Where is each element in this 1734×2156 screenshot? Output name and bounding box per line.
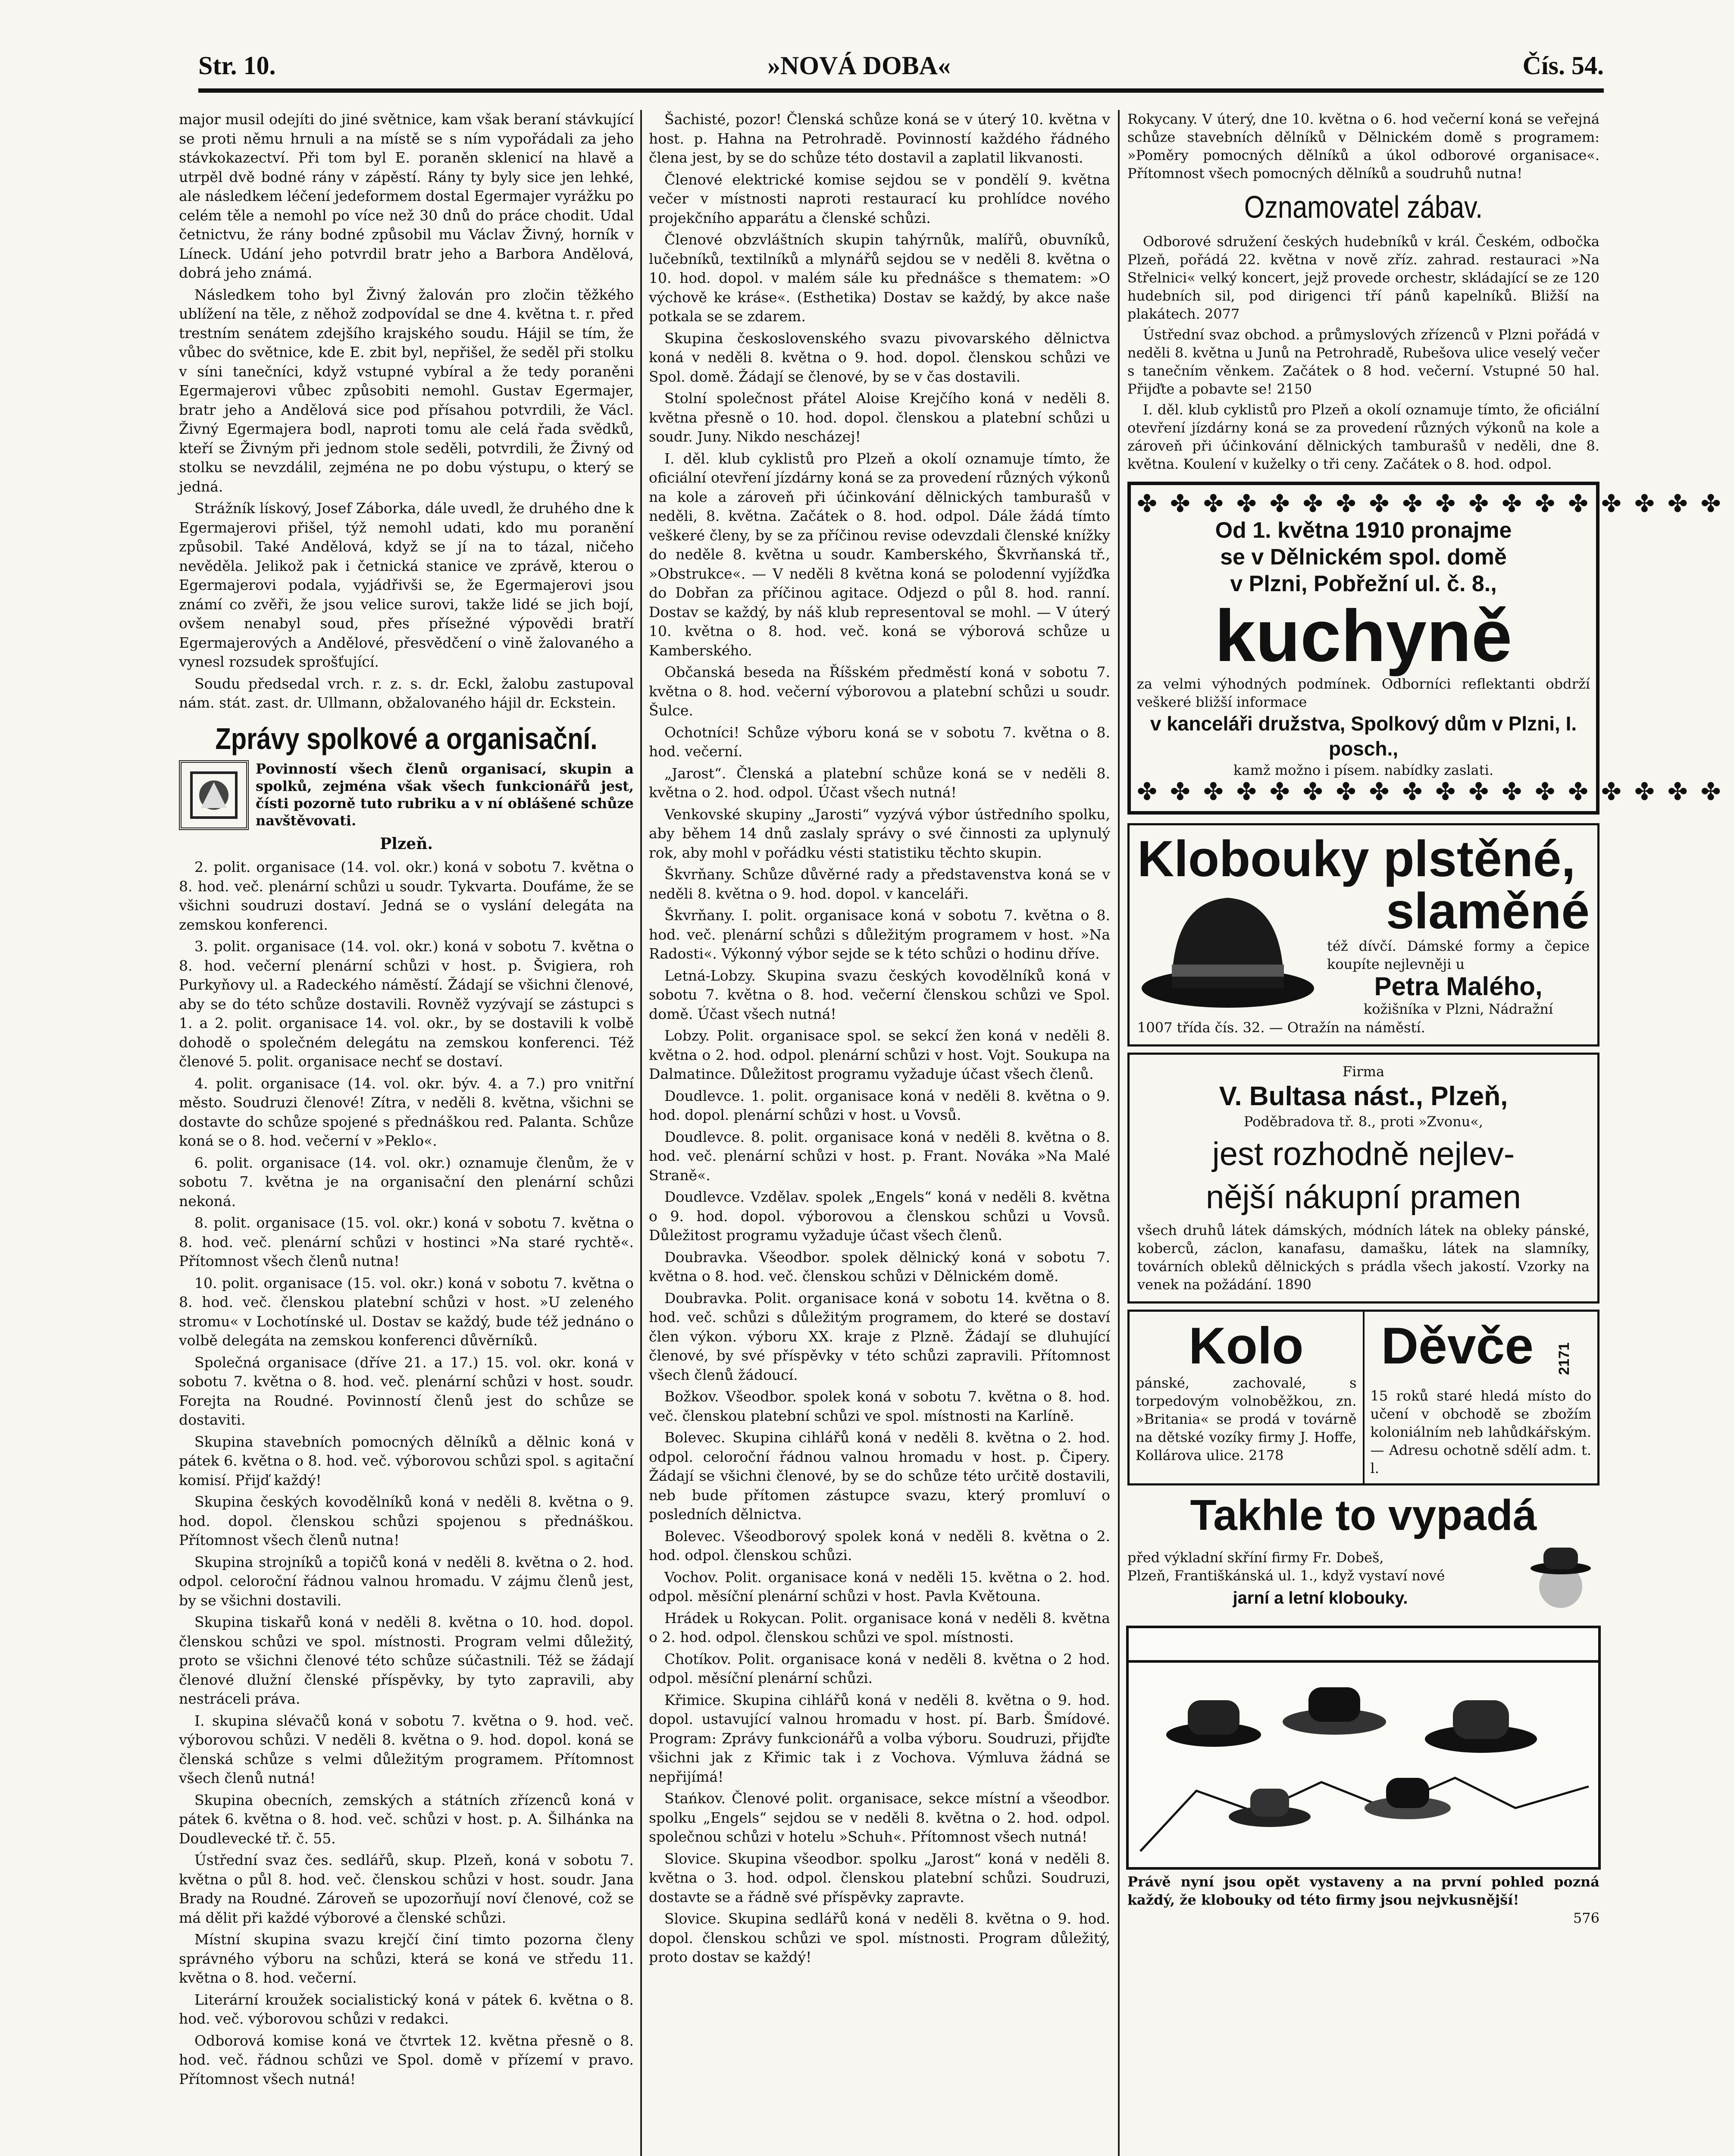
column-1 bbox=[179, 110, 634, 2091]
ad-line: v kanceláři družstva, Spolkový dům v Plzni, I. posch., bbox=[1150, 712, 1577, 760]
notice-item: Doudlevce. 8. polit. organisace koná v neděli 8. května o 8. hod. več. plenární schůzi v host. p. Frant. Nováka »Na Malé Straně«. bbox=[649, 1128, 1110, 1184]
notice-item: Slovice. Skupina všeodbor. spolku „Jarost“ koná v neděli 8. května o 3. hod. odpol. členskou platební schůzi. Soudruzi, dostavte se a řádně své příspěvky zapravte. bbox=[649, 1850, 1110, 1905]
notice-item: I. děl. klub cyklistů pro Plzeň a okolí oznamuje tímto, že oficiální otevření jízdárny koná se za provedení různých výkonů na kole a zároveň při účinkování dělnických tamburašů v neděli, 8. května. Začátek o 8. hod. odpol. Dále žádá tímto veškeré členy, by se za příčinou revise odevzdali členské knížky do neděle 8. května u soudr. Kamberského, Škvrňanská tř., »Obstrukce«. — V neděli 8 května koná se polodenní vyjížďka do Dobřan za příčinou agitace. Odjezd o půl 8. hod. ranní. Dostav se každý, by náš klub representoval se mohl. — V úterý 10. května o 8. hod. več. koná se výborová schůze u Kamberského. bbox=[649, 450, 1110, 659]
ad-number: 2171 bbox=[1556, 1342, 1573, 1375]
duty-notice bbox=[179, 760, 634, 830]
ad-text: Plzeň, Františkánská ul. 1., když vystaví nové bbox=[1127, 1567, 1445, 1584]
notice-item: 8. polit. organisace (15. vol. okr.) koná v sobotu 7. května o 8. hod. več. plenární schůzi v hostinci »Na staré rychtě«. Přítomnost všech členů nutna! bbox=[179, 1214, 634, 1269]
notice-item: Škvrňany. Schůze důvěrné rady a představenstva koná se v neděli 8. května o 9. hod. dopol. v kanceláři. bbox=[649, 866, 1110, 902]
ornament-border-icon: ✤✤✤✤✤✤✤✤✤✤✤✤✤✤✤✤✤✤ bbox=[1137, 490, 1734, 518]
small-ads-row bbox=[1127, 1310, 1599, 1485]
notice-item: Členové obzvláštních skupin tahýrnůk, malířů, obuvníků, lučebníků, textilníků a mlynářů sejdou se v neděli 8. května o 10. hod. dopol. v malém sále ku přednášce s thematem: »O výchově ke kráse«. (Esthetika) Dostav se každý, by akce naše potkala se se zdarem. bbox=[649, 231, 1110, 325]
notice-item: Vochov. Polit. organisace koná v neděli 15. května o 2. hod. odpol. měsíční plenární schůzi v host. Pavla Květouna. bbox=[649, 1568, 1110, 1604]
ad-girl-apprentice bbox=[1365, 1312, 1598, 1483]
notice-item: Stolní společnost přátel Aloise Krejčího koná v neděli 8. května přesně o 10. hod. dopol. členskou a platební schůzi u soudr. Juny. Nikdo nescházej! bbox=[649, 390, 1110, 445]
ad-headline: kuchyně bbox=[1214, 595, 1512, 677]
ad-footer: Právě nyní jsou opět vystaveny a na první pohled pozná každý, že klobouky od této firmy jsou nejvkusnější! bbox=[1127, 1874, 1599, 1908]
ad-headline: Kolo bbox=[1188, 1317, 1304, 1375]
ad-text: před výkladní skříní firmy Fr. Dobeš, bbox=[1127, 1549, 1384, 1566]
notice-item: Bolevec. Všeodborový spolek koná v neděli 8. května o 2. hod. odpol. členskou schůzi. bbox=[649, 1527, 1110, 1564]
ad-headline: Klobouky plstěné, bbox=[1137, 830, 1576, 887]
organisation-emblem-icon bbox=[179, 760, 249, 830]
notice-item: Šachisté, pozor! Členská schůze koná se v úterý 10. května v host. p. Hahna na Petrohradě. Povinností každého řádného člena jest, by se do schůze této dostavil a zaplatil likvanosti. bbox=[649, 111, 1110, 166]
duty-notice-text: Povinností všech členů organisací, skupin a spolků, zejména však všech funkcionářů jest, čísti pozorně tuto rubriku a v ní oblášené schůze navštěvovati. bbox=[256, 760, 634, 829]
section-title: Zprávy spolkové a organisační. bbox=[215, 721, 598, 755]
column-3 bbox=[1127, 110, 1734, 1927]
shop-window-illustration bbox=[1127, 1627, 1599, 1873]
ad-line: v Plzni, Pobřežní ul. č. 8., bbox=[1230, 571, 1497, 596]
ad-text: kamž možno i písem. nabídky zaslati. bbox=[1233, 762, 1493, 778]
notice-item: Společná organisace (dříve 21. a 17.) 15. vol. okr. koná v sobotu 7. května o 8. hod. več. plenární schůzi v host. soudr. Forejta na Roudné. Povinností členů jest do schůze se dostaviti. bbox=[179, 1354, 634, 1428]
ad-text: též dívčí. Dámské formy a čepice koupíte nejlevněji u bbox=[1327, 938, 1590, 972]
ad-dobes-hats bbox=[1127, 1492, 1599, 1927]
story-paragraph: Následkem toho byl Živný žalován pro zločin těžkého ublížení na těle, z něhož zodpovídal se dne 4. května t. r. před trestním senátem zdejšího krajského soudu. Hájil se tím, že vůbec do světnice, kde E. zbit byl, nepřišel, že seděl při stolku v síni tanečníci, když vstupné vybíral a že tedy poraněni Egermajerovi vůbec způsobiti nemohl. Gustav Egermajer, bratr jeho a Andělová sice pod přísahou potvrdili, že Václ. Živný Egermajera bodl, naproti tomu ale celá řada svědků, kteří se Živným při jednom stole seděli, potvrdili, že Živný od stolku se nevzdálil, zejména ne po dobu výstupu, o který se jedná. bbox=[179, 286, 634, 495]
column-2 bbox=[649, 110, 1110, 1970]
ad-bultas bbox=[1127, 1053, 1599, 1304]
ad-number: 576 bbox=[1573, 1910, 1599, 1926]
notice-item: 4. polit. organisace (14. vol. okr. býv. 4. a 7.) pro vnitřní město. Soudruzi členové! Zítra, v neděli 8. května, všichni se dostavte do schůze spojené s přednáškou red. Palanta. Schůze koná se o 8. hod. večerní v »Peklo«. bbox=[179, 1075, 634, 1149]
notice-item: Doudlevce. 1. polit. organisace koná v neděli 8. května o 9. hod. dopol. plenární schůzi v host. u Vovsů. bbox=[649, 1087, 1110, 1123]
notice-item: Skupina tiskařů koná v neděli 8. května o 10. hod. dopol. členskou schůzi ve spol. místnosti. Program velmi důležitý, proto se všichni členové této schůze súčastnili. Též se žádají členové dlužní členské příspěvky, by tyto zapravili, aby nestráceli práva. bbox=[179, 1614, 634, 1707]
notice-item: I. skupina slévačů koná v sobotu 7. května o 9. hod. več. výborovou schůzi. V neděli 8. května o 9. hod. dopol. koná se členská schůze s velmi důležitým programem. Přítomnost všech členů nutná! bbox=[179, 1712, 634, 1786]
ad-hats-maly bbox=[1127, 823, 1599, 1047]
notice-item: 6. polit. organisace (14. vol. okr.) oznamuje členům, že v sobotu 7. května je na organisační den plenární schůzi nekoná. bbox=[179, 1154, 634, 1210]
notice-item: 10. polit. organisace (15. vol. okr.) koná v sobotu 7. května o 8. hod. več. členskou platební schůzi v host. »U zeleného stromu« v Lochotínské ul. Dostav se každý, bude též jednáno o volbě delegáta na zemskou konferenci důvěrníků. bbox=[179, 1274, 634, 1349]
notice-item: Literární kroužek socialistický koná v pátek 6. května o 8. hod. več. výborovou schůzi v redakci. bbox=[179, 1991, 634, 2027]
notice-item: Skupina československého svazu pivovarského dělnictva koná v neděli 8. května o 9. hod. dopol. členskou schůzi ve Spol. domě. Žádají se členové, by se v čas dostavili. bbox=[649, 329, 1110, 385]
page-number: Str. 10. bbox=[198, 51, 276, 80]
notice-item: Lobzy. Polit. organisace spol. se sekcí žen koná v neděli 8. května o 2. hod. odpol. plenární schůzi v host. Vojt. Soukupa na Dalmatince. Důležitost programu vyžaduje účast všech členů. bbox=[649, 1027, 1110, 1082]
ad-text: Firma bbox=[1342, 1063, 1385, 1080]
story-paragraph: Strážník lískový, Josef Záborka, dále uvedl, že druhého dne k Egermajerovi přišel, týž nemohl udati, kdo mu poranění způsobil. Také Andělová, když se jí na to tázal, ničeho nevěděla. Jelikož pak i četnická stanice ve zprávě, kterou o Egermajerovi podala, vyjádřivši se, že Egermajerovi jsou známí co zvěři, že jsou velice surovi, takže lidé se jich bojí, ovšem nenabyl soud, přes přísežné výpovědi bratří Egermajerových a Andělové, přesvědčení o vině žalovaného a vynesl rozsudek sprošťující. bbox=[179, 500, 634, 670]
ad-text: pánské, zachovalé, s torpedovým volnoběžkou, zn. »Britania« se prodá v továrně na dětské vozíky firmy J. Hoffe, Kollárova ulice. 2178 bbox=[1136, 1375, 1357, 1463]
notice-item: Hrádek u Rokycan. Polit. organisace koná v neděli 8. května o 2. hod. odpol. členskou schůzi ve spol. místnosti. bbox=[649, 1609, 1110, 1645]
ad-text: kožišníka v Plzni, Nádražní bbox=[1363, 1001, 1553, 1017]
ad-bicycle bbox=[1130, 1312, 1365, 1483]
notice-item: Místní skupina svazu krejčí činí timto pozorna členy správného výboru na schůzi, která se koná ve středu 11. května o 8. hod. večerní. bbox=[179, 1931, 634, 1986]
ad-kitchen-lease bbox=[1127, 482, 1734, 815]
notice-item: „Jarost“. Členská a platební schůze koná se v neděli 8. května o 2. hod. odpol. Účast všech nutná! bbox=[649, 765, 1110, 801]
notice-item: Ochotníci! Schůze výboru koná se v sobotu 7. května o 8. hod. večerní. bbox=[649, 724, 1110, 760]
ad-name: V. Bultasa nást., Plzeň, bbox=[1219, 1081, 1508, 1111]
notice-item: Skupina obecních, zemských a státních zřízenců koná v pátek 6. května o 8. hod. več. schůzi v host. p. A. Šilhánka na Doudlevecké tř. č. 55. bbox=[179, 1791, 634, 1847]
ad-headline: slaměné bbox=[1386, 883, 1590, 940]
notice-item: 2. polit. organisace (14. vol. okr.) koná v sobotu 7. května o 8. hod. več. plenární schůzi u soudr. Tykvarta. Doufáme, že se všichni soudruzi dostaví. Jedná se o vyslání delegáta na zemskou konferenci. bbox=[179, 859, 634, 933]
issue-number: Čís. 54. bbox=[1522, 51, 1604, 80]
ad-headline: jest rozhodně nejlev- bbox=[1212, 1136, 1515, 1172]
ornament-border-icon: ✤✤✤✤✤✤✤✤✤✤✤✤✤✤✤✤✤✤ bbox=[1137, 778, 1734, 806]
ad-headline bbox=[1371, 1318, 1592, 1387]
hat-man-icon bbox=[1522, 1539, 1599, 1621]
header-rule bbox=[198, 88, 1604, 93]
notice-item: Doudlevce. Vzdělav. spolek „Engels“ koná v neděli 8. května o 9. hod. dopol. výborovou a členskou schůzi u Vovsů. Důležitost programu vyžaduje účast všech členů. bbox=[649, 1188, 1110, 1244]
notice-item: Skupina českých kovodělníků koná v neděli 8. května o 9. hod. dopol. členskou schůzi spojenou s přednáškou. Přítomnost všech členů nutna! bbox=[179, 1493, 634, 1548]
column-divider bbox=[640, 110, 642, 2156]
ad-headline: Takhle to vypadá bbox=[1190, 1491, 1537, 1539]
ad-line: se v Dělnickém spol. domě bbox=[1220, 545, 1507, 570]
page-header bbox=[198, 51, 1604, 81]
paper-title: »NOVÁ DOBA« bbox=[767, 51, 951, 80]
notice-item: Křimice. Skupina cihlářů koná v neděli 8. května o 9. hod. dopol. ustavující valnou hromadu v host. pí. Barb. Šmídové. Program: Zprávy funkcionářů a volba výboru. Soudruzi, přijďte všichni jak z Křimic tak i z Vochova. Výmluva žádná se nepřijímá! bbox=[649, 1691, 1110, 1785]
notice-item: Členové elektrické komise sejdou se v pondělí 9. května večer v místnosti naproti restaurací ku prohlídce nového projekčního apparátu a členské schůzi. bbox=[649, 171, 1110, 226]
notice-item: Doubravka. Všeodbor. spolek dělnický koná v sobotu 7. května o 8. hod. več. členskou schůzi v Dělnickém domě. bbox=[649, 1248, 1110, 1285]
ad-line: jarní a letní klobouky. bbox=[1233, 1589, 1408, 1608]
ad-text: všech druhů látek dámských, módních látek na obleky pánské, koberců, záclon, kanafasu, damašku, látek na slamníky, továrních obleků dělnických s prádla všech jakostí. Vzorky na venek na požádání. 1890 bbox=[1137, 1222, 1590, 1293]
notice-item: Občanská beseda na Říšském předměstí koná v sobotu 7. května o 8. hod. večerní výborovou a platební schůzi u soudr. Šulce. bbox=[649, 664, 1110, 719]
notice-item: Ústřední svaz čes. sedlářů, skup. Plzeň, koná v sobotu 7. května o půl 8. hod. več. členskou schůzi v host. soudr. Jana Brady na Roudné. Zároveň se upozorňují noví členové, což se má dělit při každé výborové a členské schůzi. bbox=[179, 1852, 634, 1926]
ad-name: Petra Malého, bbox=[1374, 972, 1543, 1001]
entertainment-notice: Odborové sdružení českých hudebníků v král. Českém, odbočka Plzeň, pořádá 22. května v nově zříz. zahrad. restauraci »Na Střelnici« velký koncert, jejž provede orchestr, skládající se ze 120 hudebních sil, pod dirigenci tří pánů kapelníků. Bližší na plakátech. 2077 bbox=[1127, 233, 1599, 322]
notice-item: Slovice. Skupina sedlářů koná v neděli 8. května o 9. hod. dopol. členskou schůzi ve spol. místnosti. Program důležitý, proto dostav se každý! bbox=[649, 1910, 1110, 1965]
ad-text: 1007 třída čís. 32. — Otražín na náměstí. bbox=[1137, 1019, 1425, 1036]
notice-item: Skupina strojníků a topičů koná v neděli 8. května o 2. hod. odpol. celoroční řádnou valnou hromadu. V zájmu členů jest, by se všichni dostavili. bbox=[179, 1553, 634, 1609]
notice-item: Venkovské skupiny „Jarosti“ vyzývá výbor ústředního spolku, aby během 14 dnů zaslaly správy o své činnosti za uplynulý rok, aby mohl v pořádku vésti statistiku těchto skupin. bbox=[649, 805, 1110, 861]
story-paragraph: Soudu předsedal vrch. r. z. s. dr. Eckl, žalobu zastupoval nám. stát. zast. dr. Ullmann, obžalovaného hájil dr. Eckstein. bbox=[179, 675, 634, 711]
bowler-hat-icon bbox=[1137, 885, 1318, 1018]
oznamovatel-title: Oznamovatel zábav. bbox=[1244, 190, 1483, 225]
notice-item: Škvrňany. I. polit. organisace koná v sobotu 7. května o 8. hod. več. plenární schůzi s důležitým programem v host. »Na Radosti«. Výkonný výbor sejde se k této schůzi o hodinu dříve. bbox=[649, 907, 1110, 962]
entertainment-notice: Ústřední svaz obchod. a průmyslových zřízenců v Plzni pořádá v neděli 8. května u Junů na Petrohradě, Rubešova ulice veselý večer s tanečním věnkem. Začátek o 8 hod. večerní. Vstupné 50 hal. Přijďte a pobavte se! 2150 bbox=[1127, 326, 1599, 397]
ad-text: Poděbradova tř. 8., proti »Zvonu«, bbox=[1243, 1113, 1484, 1130]
notice-item: Letná-Lobzy. Skupina svazu českých kovodělníků koná v sobotu 7. května o 8. hod. večerní členskou schůzi ve Spol. domě. Účast všech nutná! bbox=[649, 967, 1110, 1022]
ad-headline-text: Děvče bbox=[1381, 1317, 1534, 1375]
notice-item: Stańkov. Členové polit. organisace, sekce místní a všeodbor. spolku „Engels“ sejdou se v neděli 8. května o 2. hod. odpol. společnou schůzi v hotelu »Schuh«. Přítomnost všech nutná! bbox=[649, 1790, 1110, 1845]
notice-item: Skupina stavebních pomocných dělníků a dělnic koná v pátek 6. května o 8. hod. več. výborovou schůzi spol. s agitační komisí. Přijď každý! bbox=[179, 1433, 634, 1489]
notice-item: 3. polit. organisace (14. vol. okr.) koná v sobotu 7. května o 8. hod. večerní plenární schůzi v host. p. Švigiera, roh Purkyňovy ul. a Radeckého náměstí. Žádají se všichni členové, aby se do této schůze dostavili. Rovněž vyzývají se zástupci s 1. a 2. polit. organisace 14. vol. okr., by se dostavili k volbě dohodě o společném delegátu na zemskou konferenci. Též členové 5. polit. organisace nechť se dostaví. bbox=[179, 938, 634, 1070]
place-heading-plzen: Plzeň. bbox=[380, 834, 433, 853]
ad-line: Od 1. května 1910 pronajme bbox=[1215, 518, 1512, 543]
notice-item: Doubravka. Polit. organisace koná v sobotu 14. května o 8. hod. več. schůzi s důležitým programem, do které se dostaví člen výkon. výboru XX. kraje z Plzně. Žádají se dluhující členové, by své příspěvky v této schůzi zapravili. Přítomnost všech členů žádoucí. bbox=[649, 1289, 1110, 1383]
ad-text: za velmi výhodných podmínek. Odborníci reflektanti obdrží veškeré bližší informace bbox=[1137, 676, 1590, 710]
notice-item: Odborová komise koná ve čtvrtek 12. května přesně o 8. hod. več. řádnou schůzi ve Spol. domě v přízemí v pravo. Přítomnost všech nutná! bbox=[179, 2032, 634, 2087]
story-paragraph: major musil odejíti do jiné světnice, kam však beraní stávkující se proti němu hrnuli a na místě se s ním vypořádali za jeho stávkokazectví. Při tom byl E. poraněn sklenicí na hlavě a utrpěl dvě bodné rány v zápěstí. Rány ty byly sice jen lehké, ale následkem léčení jedeformem dostal Egermajer vyrážku po celém těle a nemohl po více než 30 dnů do práce chodit. Udal četnictvu, že rány bodné způsobil mu Václav Živný, horník v Líneck. Udání jeho potvrdil bratr jeho a Barbora Andělová, dobrá jeho známá. bbox=[179, 111, 634, 281]
notice-item: Bolevec. Skupina cihlářů koná v neděli 8. května o 2. hod. odpol. celoroční řádnou valnou hromadu v host. p. Čipery. Žádají se všichni členové, by se do schůze této určitě dostavili, neb bude přítomen zástupce svazu, který promluví o posledních dělnictva. bbox=[649, 1429, 1110, 1523]
entertainment-notice: I. děl. klub cyklistů pro Plzeň a okolí oznamuje tímto, že oficiální otevření jízdárny koná se za provedení různých výkonů na kole a zároveň při účinkování dělnických tamburašů v neděli, dne 8. května. Koulení v kuželky o tři ceny. Začátek o 8. hod. odpol. bbox=[1127, 401, 1599, 472]
column-divider bbox=[1118, 110, 1120, 2156]
ad-text: 15 roků staré hledá místo do učení v obchodě se zbožím koloniálním neb lahůdkářským. — Adresu ochotně sdělí adm. t. l. bbox=[1370, 1388, 1591, 1476]
ad-headline: nější nákupní pramen bbox=[1206, 1179, 1521, 1216]
notice-item: Božkov. Všeodbor. spolek koná v sobotu 7. května o 8. hod. več. členskou platební schůzi ve spol. místnosti na Karlíně. bbox=[649, 1388, 1110, 1424]
rokycany-notice: Rokycany. V úterý, dne 10. května o 6. hod večerní koná se veřejná schůze stavebních dělníků v Dělnickém domě s programem: »Poměry pomocných dělníků a úkol odborové organisace«. Přítomnost všech pomocných dělníků a soudruhů nutna! bbox=[1127, 111, 1599, 182]
notice-item: Chotíkov. Polit. organisace koná v neděli 8. května o 2 hod. odpol. měsíční plenární schůzi. bbox=[649, 1650, 1110, 1686]
